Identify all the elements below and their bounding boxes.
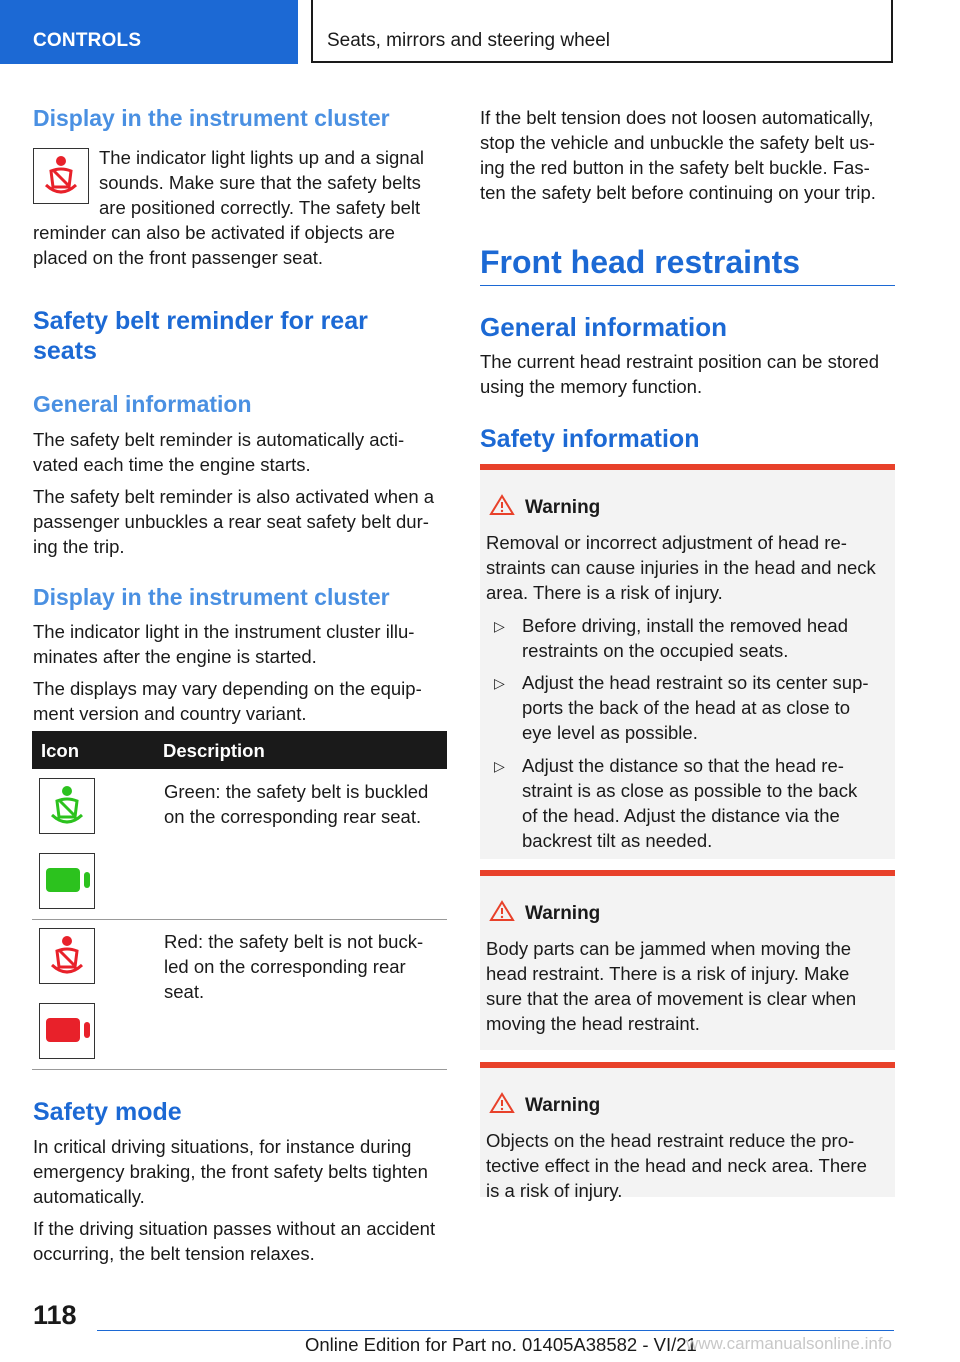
bullet-triangle-icon: ▷ <box>494 758 505 774</box>
heading-front-head-restraints: Front head restraints <box>480 244 801 280</box>
warning-triangle-icon <box>489 900 515 922</box>
heading-display-cluster-2: Display in the instrument cluster <box>33 584 390 610</box>
seat-green-icon <box>39 853 95 909</box>
warning1-bullet3-line1: Adjust the distance so that the head re- <box>522 755 844 776</box>
seatbelt-red-icon <box>33 148 89 204</box>
warning1-bullet3-line4: backrest tilt as needed. <box>522 830 713 851</box>
table-bottom-rule <box>32 1069 447 1070</box>
warning1-bullet2-line2: ports the back of the head at as close to <box>522 697 851 718</box>
warning1-bullet2-line1: Adjust the head restraint so its center sup- <box>522 672 869 693</box>
paragraph-general2-line2: passenger unbuckles a rear seat safety belt dur- <box>33 511 429 532</box>
warning-title-2: Warning <box>525 903 601 924</box>
paragraph-general-right-line2: using the memory function. <box>480 376 703 397</box>
warning-title-1: Warning <box>525 497 601 518</box>
header-chapter-label: Seats, mirrors and steering wheel <box>327 30 611 51</box>
warning3-line3: is a risk of injury. <box>486 1180 623 1201</box>
table-row1-desc-line2: on the corresponding rear seat. <box>164 806 422 827</box>
footer-watermark: www.carmanualsonline.info <box>686 1334 892 1353</box>
warning-box-1 <box>480 464 895 859</box>
table-row2-desc-line2: led on the corresponding rear <box>164 956 406 977</box>
heading-safety-information: Safety information <box>480 425 700 453</box>
footer-edition: Online Edition for Part no. 01405A38582 - VI/21 <box>305 1334 697 1355</box>
paragraph-general2-line1: The safety belt reminder is also activated when a <box>33 486 435 507</box>
heading-general-info-right: General information <box>480 312 728 342</box>
warning1-line1: Removal or incorrect adjustment of head re- <box>486 532 847 553</box>
warning1-bullet3-line2: straint is as close as possible to the back <box>522 780 858 801</box>
paragraph-top-line1: If the belt tension does not loosen automatically, <box>480 107 874 128</box>
footer-rule <box>97 1330 894 1331</box>
paragraph-display2a-line2: minates after the engine is started. <box>33 646 317 667</box>
warning3-line2: tective effect in the head and neck area. There <box>486 1155 867 1176</box>
table-row-divider <box>32 919 447 920</box>
seat-red-icon <box>39 1003 95 1059</box>
warning2-line3: sure that the area of movement is clear when <box>486 988 857 1009</box>
warning1-line3: area. There is a risk of injury. <box>486 582 723 603</box>
paragraph-mode1-line1: In critical driving situations, for instance during <box>33 1136 412 1157</box>
heading-rear-reminder-line2: seats <box>33 337 97 365</box>
paragraph-display1-line5: placed on the front passenger seat. <box>33 247 324 268</box>
warning-triangle-icon <box>489 494 515 516</box>
paragraph-mode2-line1: If the driving situation passes without an accident <box>33 1218 436 1239</box>
warning2-line4: moving the head restraint. <box>486 1013 700 1034</box>
heading-underline <box>480 285 895 286</box>
bullet-triangle-icon: ▷ <box>494 675 505 691</box>
warning-title-3: Warning <box>525 1095 601 1116</box>
warning-triangle-icon <box>489 1092 515 1114</box>
table-row1-desc-line1: Green: the safety belt is buckled <box>164 781 429 802</box>
seatbelt-red-icon <box>39 928 95 984</box>
heading-safety-mode: Safety mode <box>33 1098 182 1126</box>
paragraph-top-line4: ten the safety belt before continuing on your trip. <box>480 182 876 203</box>
paragraph-top-line2: stop the vehicle and unbuckle the safety belt us- <box>480 132 875 153</box>
table-header <box>32 731 447 769</box>
warning2-line2: head restraint. There is a risk of injury. Make <box>486 963 850 984</box>
paragraph-display2b-line1: The displays may vary depending on the equip- <box>33 678 422 699</box>
warning3-line1: Objects on the head restraint reduce the pro- <box>486 1130 855 1151</box>
header-section-tab <box>0 0 298 64</box>
header-chapter-box <box>311 0 893 63</box>
paragraph-display1-line4: reminder can also be activated if objects are <box>33 222 395 243</box>
paragraph-general2-line3: ing the trip. <box>33 536 125 557</box>
paragraph-mode1-line2: emergency braking, the front safety belts tighten <box>33 1161 428 1182</box>
warning1-bullet1-line2: restraints on the occupied seats. <box>522 640 789 661</box>
table-col-description: Description <box>163 740 265 761</box>
warning-box-2 <box>480 870 895 1050</box>
paragraph-display2b-line2: ment version and country variant. <box>33 703 307 724</box>
warning1-bullet2-line3: eye level as possible. <box>522 722 698 743</box>
heading-display-cluster-1: Display in the instrument cluster <box>33 105 390 131</box>
warning1-bullet1-line1: Before driving, install the removed head <box>522 615 848 636</box>
paragraph-display2a-line1: The indicator light in the instrument cluster illu- <box>33 621 415 642</box>
paragraph-display1-line3: are positioned correctly. The safety belt <box>99 197 421 218</box>
header-section-label: CONTROLS <box>33 30 142 51</box>
seatbelt-green-icon <box>39 778 95 834</box>
paragraph-general1-line2: vated each time the engine starts. <box>33 454 311 475</box>
page-number: 118 <box>33 1300 77 1330</box>
paragraph-display1-line1: The indicator light lights up and a signal <box>99 147 424 168</box>
warning-box-3 <box>480 1062 895 1201</box>
heading-general-info-left: General information <box>33 391 252 417</box>
heading-rear-reminder-line1: Safety belt reminder for rear <box>33 307 368 335</box>
paragraph-top-line3: ing the red button in the safety belt buckle. Fas- <box>480 157 870 178</box>
warning2-line1: Body parts can be jammed when moving the <box>486 938 852 959</box>
bullet-triangle-icon: ▷ <box>494 618 505 634</box>
paragraph-general1-line1: The safety belt reminder is automatically acti- <box>33 429 405 450</box>
table-col-icon: Icon <box>41 740 80 761</box>
paragraph-display1-line2: sounds. Make sure that the safety belts <box>99 172 421 193</box>
paragraph-mode2-line2: occurring, the belt tension relaxes. <box>33 1243 315 1264</box>
table-row2-desc-line3: seat. <box>164 981 205 1002</box>
table-row2-desc-line1: Red: the safety belt is not buck- <box>164 931 424 952</box>
paragraph-general-right-line1: The current head restraint position can be stored <box>480 351 880 372</box>
warning1-line2: straints can cause injuries in the head and neck <box>486 557 876 578</box>
warning1-bullet3-line3: of the head. Adjust the distance via the <box>522 805 840 826</box>
paragraph-mode1-line3: automatically. <box>33 1186 145 1207</box>
